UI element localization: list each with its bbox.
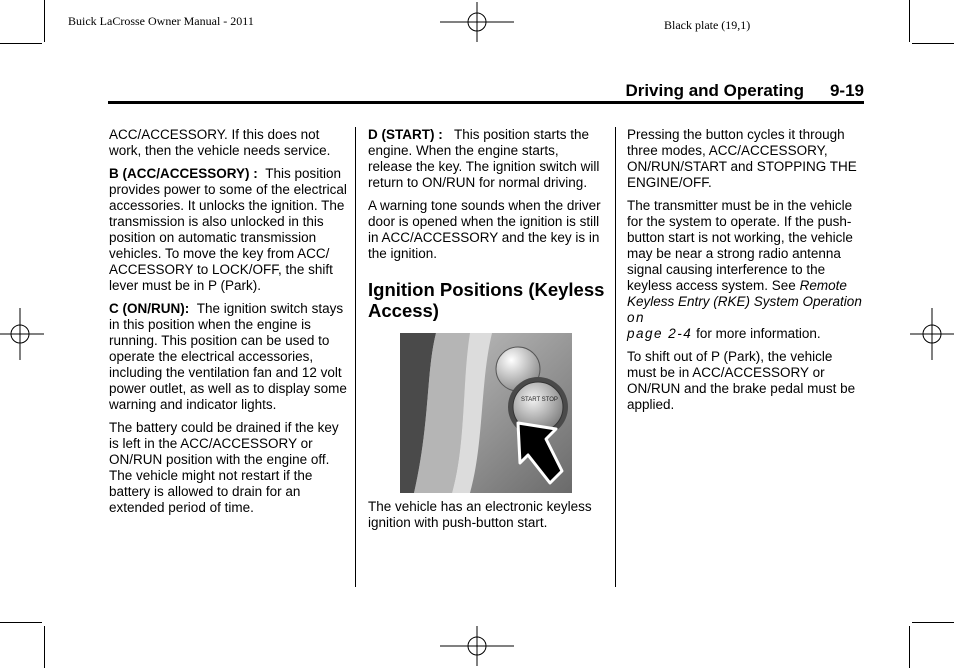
- header-rule: [108, 101, 864, 104]
- paragraph: D (START) : This position starts the engine. When the engine starts, release the key. The ignition switch will return to ON/RUN for normal driving.: [368, 127, 600, 190]
- crop-mark: [909, 626, 910, 668]
- ignition-figure: [400, 333, 572, 493]
- crop-mark: [0, 622, 42, 623]
- crop-mark: [0, 43, 42, 44]
- registration-mark-right: [910, 308, 954, 360]
- crop-mark: [909, 0, 910, 42]
- column-1: [109, 127, 347, 523]
- registration-mark-left: [0, 308, 44, 360]
- page-number: 9-19: [829, 81, 864, 100]
- push-button-illustration: [400, 333, 572, 493]
- column-divider: [615, 127, 616, 587]
- term-label: D (START) :: [368, 127, 443, 142]
- column-3: [627, 127, 865, 420]
- page-reference: page 2-4: [627, 326, 693, 341]
- paragraph: ACC/ACCESSORY. If this does not work, then the vehicle needs service.: [109, 127, 331, 158]
- registration-mark-top: [440, 2, 514, 42]
- term-label: C (ON/RUN):: [109, 301, 190, 316]
- paragraph: C (ON/RUN): The ignition switch stays in this position when the engine is running. This position can be used to operate the electrical accessories, including the ventilation fan and 12 volt power outlet, as well as to display some warning and indicator lights.: [109, 301, 347, 412]
- crop-mark: [912, 43, 954, 44]
- paragraph: A warning tone sounds when the driver door is opened when the ignition is still in ACC/ACCESSORY and the key is in the ignition.: [368, 198, 601, 261]
- column-2: [368, 127, 606, 538]
- crop-mark: [912, 622, 954, 623]
- paragraph: B (ACC/ACCESSORY) : This position provides power to some of the electrical accessories. It unlocks the ignition. The transmission is also unlocked in this position on automatic transmission vehicles. To move the key from ACC/ ACCESSORY to LOCK/OFF, the shift lever must be in P (Park).: [109, 166, 347, 293]
- cross-reference: Remote Keyless Entry (RKE) System Operation: [627, 278, 862, 309]
- start-stop-label: START STOP: [521, 397, 558, 403]
- running-head: [560, 81, 864, 101]
- paragraph: To shift out of P (Park), the vehicle must be in ACC/ACCESSORY or ON/RUN and the brake pedal must be applied.: [627, 349, 856, 412]
- paragraph: The transmitter must be in the vehicle for the system to operate. If the push-button start is not working, the vehicle may be near a strong radio antenna signal causing interference to the keyless access system. See Remote Keyless Entry (RKE) System Operation on page 2-4 for more information.: [627, 198, 862, 341]
- print-header-title: Buick LaCrosse Owner Manual - 2011: [68, 14, 254, 28]
- figure-caption: The vehicle has an electronic keyless ignition with push-button start.: [368, 499, 592, 530]
- term-label: B (ACC/ACCESSORY) :: [109, 166, 258, 181]
- section-title: Driving and Operating: [625, 81, 804, 100]
- crop-mark: [44, 626, 45, 668]
- paragraph: The battery could be drained if the key is left in the ACC/ACCESSORY or ON/RUN position with the engine off. The vehicle might not restart if the battery is allowed to drain for an extended period of time.: [109, 420, 339, 515]
- column-divider: [355, 127, 356, 587]
- print-header-plate: Black plate (19,1): [664, 18, 751, 32]
- crop-mark: [44, 0, 45, 42]
- registration-mark-bottom: [440, 626, 514, 666]
- paragraph: Pressing the button cycles it through three modes, ACC/ACCESSORY, ON/RUN/START and STOPPING THE ENGINE/OFF.: [627, 127, 857, 190]
- section-heading: Ignition Positions (Keyless Access): [368, 279, 605, 321]
